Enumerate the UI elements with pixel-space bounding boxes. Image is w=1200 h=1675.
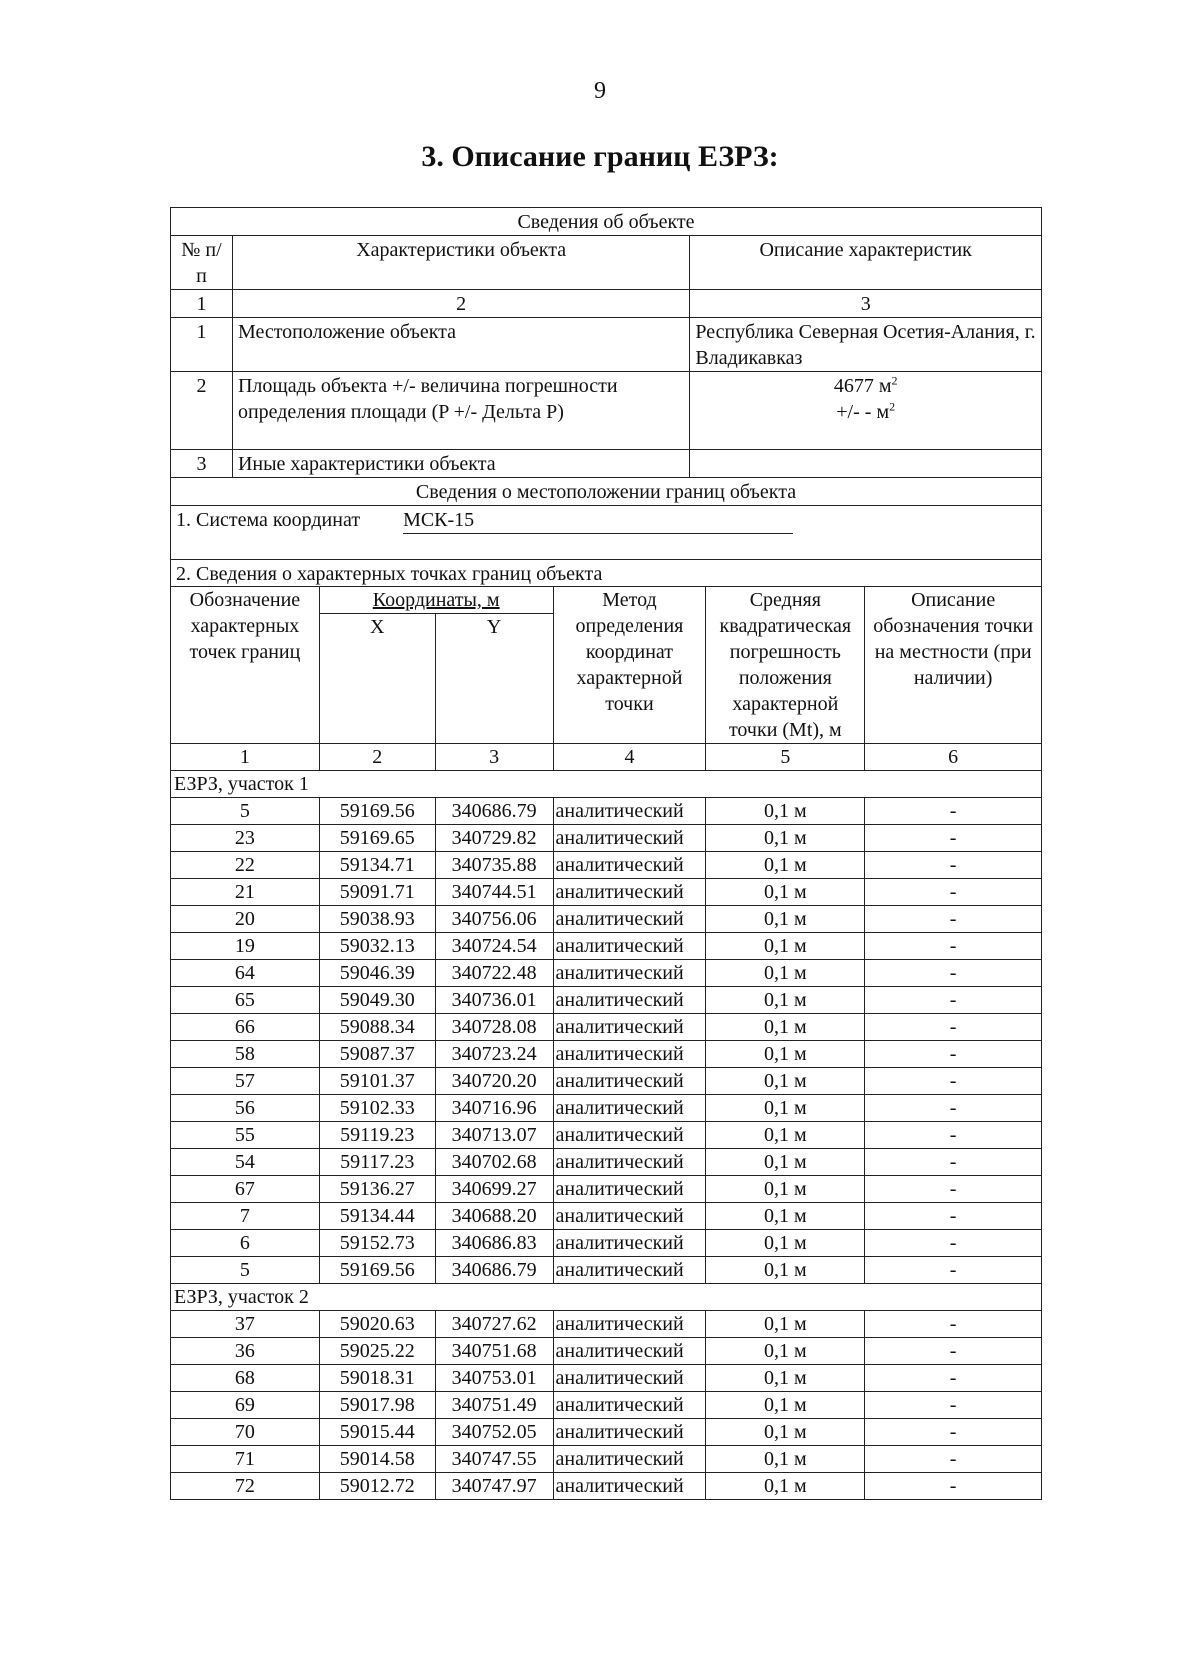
table-row	[171, 1095, 1042, 1122]
point-id: 5	[171, 798, 320, 825]
point-description: -	[865, 933, 1042, 960]
description-other	[690, 450, 1042, 478]
point-method: аналитический	[553, 1392, 706, 1419]
point-id: 54	[171, 1149, 320, 1176]
col-header-error: Средняя квадратическая погрешность положения характерной точки (Mt), м	[706, 587, 865, 744]
point-method: аналитический	[553, 1122, 706, 1149]
point-x: 59038.93	[319, 906, 435, 933]
point-id: 71	[171, 1446, 320, 1473]
point-mt: 0,1 м	[706, 1176, 865, 1203]
coord-system-value: МСК-15	[403, 507, 793, 534]
point-mt: 0,1 м	[706, 1041, 865, 1068]
point-method: аналитический	[553, 1365, 706, 1392]
point-id: 7	[171, 1203, 320, 1230]
point-x: 59091.71	[319, 879, 435, 906]
table-row	[171, 798, 1042, 825]
point-id: 36	[171, 1338, 320, 1365]
point-y: 340728.08	[435, 1014, 553, 1041]
point-x: 59169.56	[319, 1257, 435, 1284]
point-description: -	[865, 1149, 1042, 1176]
point-method: аналитический	[553, 1149, 706, 1176]
point-mt: 0,1 м	[706, 1257, 865, 1284]
point-mt: 0,1 м	[706, 1419, 865, 1446]
point-description: -	[865, 852, 1042, 879]
point-mt: 0,1 м	[706, 1446, 865, 1473]
point-id: 57	[171, 1068, 320, 1095]
row-num: 3	[171, 450, 233, 478]
point-x: 59012.72	[319, 1473, 435, 1500]
point-mt: 0,1 м	[706, 1014, 865, 1041]
point-id: 70	[171, 1419, 320, 1446]
col-number: 1	[171, 290, 233, 318]
table-row	[171, 1149, 1042, 1176]
page-number: 9	[594, 78, 606, 104]
point-x: 59102.33	[319, 1095, 435, 1122]
point-y: 340752.05	[435, 1419, 553, 1446]
point-description: -	[865, 1014, 1042, 1041]
boundary-info-header: Сведения о местоположении границ объекта	[171, 478, 1042, 506]
table-row	[171, 1122, 1042, 1149]
point-y: 340753.01	[435, 1365, 553, 1392]
point-y: 340688.20	[435, 1203, 553, 1230]
point-id: 21	[171, 879, 320, 906]
point-method: аналитический	[553, 1095, 706, 1122]
point-y: 340735.88	[435, 852, 553, 879]
point-description: -	[865, 1473, 1042, 1500]
col-number: 6	[865, 744, 1042, 771]
point-mt: 0,1 м	[706, 1095, 865, 1122]
table-row	[171, 960, 1042, 987]
point-y: 340713.07	[435, 1122, 553, 1149]
row-num: 2	[171, 372, 233, 450]
col-header-coords: Координаты, м	[319, 587, 553, 614]
point-x: 59025.22	[319, 1338, 435, 1365]
point-x: 59169.56	[319, 798, 435, 825]
point-method: аналитический	[553, 1419, 706, 1446]
table-row	[171, 987, 1042, 1014]
description-location: Республика Северная Осетия-Алания, г. Владикавказ	[690, 318, 1042, 372]
point-mt: 0,1 м	[706, 987, 865, 1014]
point-description: -	[865, 1446, 1042, 1473]
point-method: аналитический	[553, 798, 706, 825]
section-row	[171, 771, 1042, 798]
area-error-sup: 2	[889, 399, 896, 414]
table-row	[171, 1311, 1042, 1338]
col-header-x: X	[319, 614, 435, 744]
point-mt: 0,1 м	[706, 1122, 865, 1149]
coord-system-label: 1. Система координат	[176, 509, 361, 531]
characteristic-other: Иные характеристики объекта	[232, 450, 689, 478]
point-description: -	[865, 1338, 1042, 1365]
table-row	[171, 1041, 1042, 1068]
point-mt: 0,1 м	[706, 1149, 865, 1176]
point-mt: 0,1 м	[706, 933, 865, 960]
area-error: +/- - м	[836, 401, 890, 423]
col-number: 1	[171, 744, 320, 771]
point-description: -	[865, 1392, 1042, 1419]
table-row	[171, 1473, 1042, 1500]
point-mt: 0,1 м	[706, 960, 865, 987]
col-header-point-description: Описание обозначения точки на местности (при наличии)	[865, 587, 1042, 744]
points-header: 2. Сведения о характерных точках границ объекта	[171, 560, 1042, 588]
point-id: 5	[171, 1257, 320, 1284]
table-row	[171, 1365, 1042, 1392]
table-row	[171, 906, 1042, 933]
point-description: -	[865, 1122, 1042, 1149]
point-mt: 0,1 м	[706, 906, 865, 933]
point-y: 340686.79	[435, 1257, 553, 1284]
point-mt: 0,1 м	[706, 1392, 865, 1419]
point-x: 59134.44	[319, 1203, 435, 1230]
point-id: 6	[171, 1230, 320, 1257]
point-x: 59046.39	[319, 960, 435, 987]
point-method: аналитический	[553, 1311, 706, 1338]
point-y: 340744.51	[435, 879, 553, 906]
points-body	[171, 771, 1042, 1500]
point-mt: 0,1 м	[706, 825, 865, 852]
point-y: 340751.68	[435, 1338, 553, 1365]
point-method: аналитический	[553, 1473, 706, 1500]
point-description: -	[865, 1365, 1042, 1392]
point-description: -	[865, 906, 1042, 933]
point-method: аналитический	[553, 987, 706, 1014]
table-row	[171, 1257, 1042, 1284]
point-y: 340747.55	[435, 1446, 553, 1473]
point-y: 340699.27	[435, 1176, 553, 1203]
col-number: 3	[435, 744, 553, 771]
point-mt: 0,1 м	[706, 1230, 865, 1257]
point-description: -	[865, 825, 1042, 852]
point-x: 59117.23	[319, 1149, 435, 1176]
point-mt: 0,1 м	[706, 1365, 865, 1392]
point-y: 340720.20	[435, 1068, 553, 1095]
area-unit-sup: 2	[891, 373, 898, 388]
point-mt: 0,1 м	[706, 1473, 865, 1500]
point-method: аналитический	[553, 825, 706, 852]
point-x: 59032.13	[319, 933, 435, 960]
point-x: 59087.37	[319, 1041, 435, 1068]
table-row	[171, 1014, 1042, 1041]
point-y: 340686.79	[435, 798, 553, 825]
point-mt: 0,1 м	[706, 852, 865, 879]
point-method: аналитический	[553, 852, 706, 879]
point-y: 340756.06	[435, 906, 553, 933]
point-x: 59101.37	[319, 1068, 435, 1095]
point-x: 59049.30	[319, 987, 435, 1014]
point-x: 59014.58	[319, 1446, 435, 1473]
point-description: -	[865, 1419, 1042, 1446]
point-y: 340702.68	[435, 1149, 553, 1176]
point-x: 59020.63	[319, 1311, 435, 1338]
point-mt: 0,1 м	[706, 1311, 865, 1338]
point-x: 59088.34	[319, 1014, 435, 1041]
point-id: 66	[171, 1014, 320, 1041]
col-number: 2	[232, 290, 689, 318]
point-description: -	[865, 798, 1042, 825]
point-x: 59119.23	[319, 1122, 435, 1149]
point-y: 340736.01	[435, 987, 553, 1014]
point-description: -	[865, 1095, 1042, 1122]
table-row	[171, 879, 1042, 906]
point-method: аналитический	[553, 1176, 706, 1203]
point-y: 340724.54	[435, 933, 553, 960]
table-row	[171, 1176, 1042, 1203]
point-id: 58	[171, 1041, 320, 1068]
point-method: аналитический	[553, 1338, 706, 1365]
point-id: 56	[171, 1095, 320, 1122]
point-mt: 0,1 м	[706, 1338, 865, 1365]
point-description: -	[865, 987, 1042, 1014]
point-x: 59015.44	[319, 1419, 435, 1446]
description-area	[690, 372, 1042, 450]
point-id: 67	[171, 1176, 320, 1203]
point-mt: 0,1 м	[706, 798, 865, 825]
section-row	[171, 1284, 1042, 1311]
table-row	[171, 825, 1042, 852]
table-row	[171, 1419, 1042, 1446]
section-title: ЕЗРЗ, участок 1	[171, 771, 1042, 798]
object-info-header: Сведения об объекте	[171, 208, 1042, 236]
table-row	[171, 1338, 1042, 1365]
point-y: 340727.62	[435, 1311, 553, 1338]
point-id: 22	[171, 852, 320, 879]
point-x: 59169.65	[319, 825, 435, 852]
point-y: 340716.96	[435, 1095, 553, 1122]
point-y: 340729.82	[435, 825, 553, 852]
page-title: 3. Описание границ ЕЗРЗ:	[421, 140, 779, 173]
point-y: 340747.97	[435, 1473, 553, 1500]
point-id: 20	[171, 906, 320, 933]
boundary-description-sheet	[170, 207, 1042, 1500]
point-method: аналитический	[553, 960, 706, 987]
characteristic-location: Местоположение объекта	[232, 318, 689, 372]
point-method: аналитический	[553, 879, 706, 906]
col-number: 3	[690, 290, 1042, 318]
point-id: 19	[171, 933, 320, 960]
col-header-num: № п/п	[171, 236, 233, 290]
point-method: аналитический	[553, 1257, 706, 1284]
area-value: 4677 м	[833, 375, 892, 397]
point-description: -	[865, 1230, 1042, 1257]
point-method: аналитический	[553, 1041, 706, 1068]
col-number: 4	[553, 744, 706, 771]
col-number: 5	[706, 744, 865, 771]
point-y: 340686.83	[435, 1230, 553, 1257]
col-header-y: Y	[435, 614, 553, 744]
col-header-method: Метод определения координат характерной точки	[553, 587, 706, 744]
point-id: 72	[171, 1473, 320, 1500]
col-header-description: Описание характеристик	[690, 236, 1042, 290]
point-mt: 0,1 м	[706, 1203, 865, 1230]
col-header-designation: Обозначение характерных точек границ	[171, 587, 320, 744]
point-description: -	[865, 1257, 1042, 1284]
point-x: 59134.71	[319, 852, 435, 879]
point-x: 59018.31	[319, 1365, 435, 1392]
point-method: аналитический	[553, 1446, 706, 1473]
col-number: 2	[319, 744, 435, 771]
table-row	[171, 1230, 1042, 1257]
point-description: -	[865, 1311, 1042, 1338]
table-row	[171, 933, 1042, 960]
table-row	[171, 852, 1042, 879]
point-method: аналитический	[553, 1068, 706, 1095]
table-row	[171, 1446, 1042, 1473]
point-description: -	[865, 1068, 1042, 1095]
point-y: 340751.49	[435, 1392, 553, 1419]
point-y: 340723.24	[435, 1041, 553, 1068]
point-x: 59136.27	[319, 1176, 435, 1203]
characteristic-area: Площадь объекта +/- величина погрешности определения площади (P +/- Дельта P)	[232, 372, 689, 450]
row-num: 1	[171, 318, 233, 372]
point-method: аналитический	[553, 906, 706, 933]
point-id: 23	[171, 825, 320, 852]
point-mt: 0,1 м	[706, 879, 865, 906]
point-description: -	[865, 960, 1042, 987]
table-row	[171, 1392, 1042, 1419]
points-table	[170, 586, 1042, 1500]
point-description: -	[865, 1203, 1042, 1230]
col-header-characteristics: Характеристики объекта	[232, 236, 689, 290]
point-description: -	[865, 1176, 1042, 1203]
point-method: аналитический	[553, 1230, 706, 1257]
point-y: 340722.48	[435, 960, 553, 987]
section-title: ЕЗРЗ, участок 2	[171, 1284, 1042, 1311]
point-id: 69	[171, 1392, 320, 1419]
point-id: 55	[171, 1122, 320, 1149]
point-mt: 0,1 м	[706, 1068, 865, 1095]
point-x: 59152.73	[319, 1230, 435, 1257]
point-id: 37	[171, 1311, 320, 1338]
point-method: аналитический	[553, 1014, 706, 1041]
point-description: -	[865, 879, 1042, 906]
point-id: 68	[171, 1365, 320, 1392]
table-row	[171, 1203, 1042, 1230]
object-info-table	[170, 207, 1042, 587]
point-method: аналитический	[553, 1203, 706, 1230]
point-id: 65	[171, 987, 320, 1014]
coord-system-row	[171, 506, 1042, 560]
table-row	[171, 1068, 1042, 1095]
point-method: аналитический	[553, 933, 706, 960]
point-x: 59017.98	[319, 1392, 435, 1419]
point-id: 64	[171, 960, 320, 987]
point-description: -	[865, 1041, 1042, 1068]
